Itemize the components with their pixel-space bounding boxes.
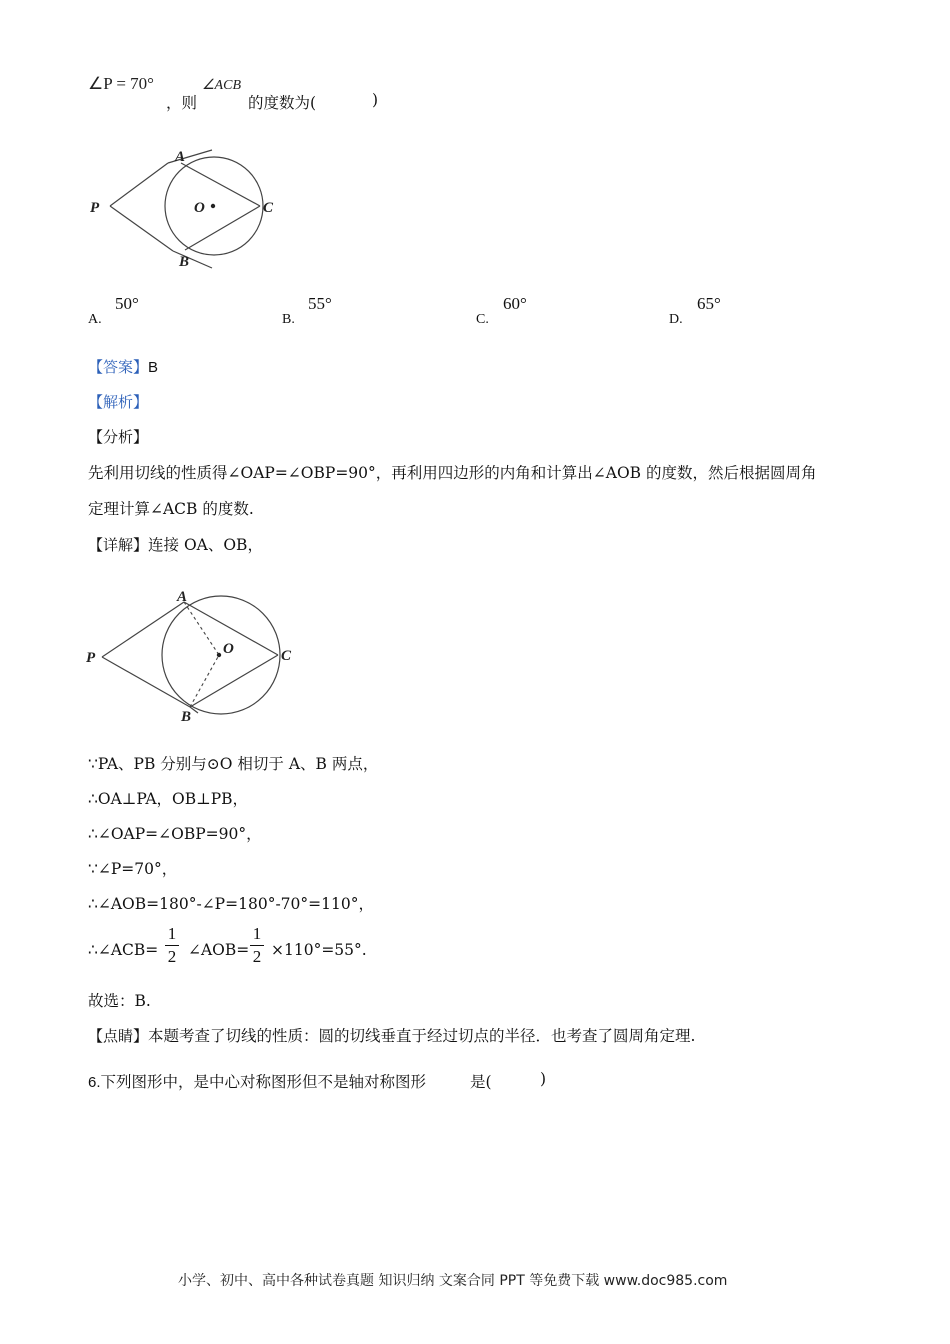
fraction-denominator: 2 xyxy=(252,947,262,966)
angle-acb-expression: ∠ACB xyxy=(202,78,241,93)
question-6-close-paren: ) xyxy=(540,1070,547,1088)
fraction-numerator: 1 xyxy=(252,924,262,943)
answer-tag: 【答案】 xyxy=(88,358,149,376)
dianjing-text: 本题考查了切线的性质：圆的切线垂直于经过切点的半径．也考查了圆周角定理. xyxy=(148,1027,696,1045)
fraction-half-2 xyxy=(250,924,264,967)
fraction-half-1 xyxy=(165,924,179,967)
page-footer: 小学、初中、高中各种试卷真题 知识归纳 文案合同 PPT 等免费下载 www.doc985.com xyxy=(178,1273,728,1289)
fraction-numerator: 1 xyxy=(167,924,177,943)
analysis-tag: 【解析】 xyxy=(88,393,149,411)
step-6-part-b: ∠AOB= xyxy=(188,941,250,959)
label-p: P xyxy=(90,200,100,216)
dianjing-line xyxy=(88,1024,695,1046)
fenxi-tag: 【分析】 xyxy=(88,428,149,446)
option-d-value: 65° xyxy=(697,294,721,313)
answer-line xyxy=(88,356,158,377)
detail-tag: 【详解】 xyxy=(88,536,149,554)
label-p-2: P xyxy=(86,650,96,666)
label-b: B xyxy=(179,254,190,270)
step-2: ∴OA⊥PA，OB⊥PB， xyxy=(88,790,249,808)
option-b-letter: B. xyxy=(282,312,295,327)
step-6-part-a: ∴∠ACB= xyxy=(88,941,159,959)
fenxi-line-2: 定理计算∠ACB 的度数. xyxy=(88,500,254,518)
option-a-value: 50° xyxy=(115,294,139,313)
stem-tail: 的度数为( xyxy=(248,94,317,112)
label-o: O xyxy=(194,200,205,216)
question-6-text: 下列图形中，是中心对称图形但不是轴对称图形 xyxy=(100,1073,427,1091)
label-a: A xyxy=(175,149,186,165)
fraction-denominator: 2 xyxy=(167,947,177,966)
tangent-circle-figure-1 xyxy=(80,140,300,275)
label-o-2: O xyxy=(223,641,234,657)
label-a-2: A xyxy=(177,589,188,605)
option-d-letter: D. xyxy=(669,312,683,327)
question-6-tail: 是( xyxy=(470,1073,492,1091)
dianjing-tag: 【点睛】 xyxy=(88,1027,149,1045)
angle-p-expression: ∠P = 70° xyxy=(88,74,154,93)
label-c-2: C xyxy=(281,648,292,664)
choose-line: 故选：B. xyxy=(88,992,151,1010)
tangent-circle-figure-2 xyxy=(80,585,305,725)
question-6 xyxy=(88,1070,426,1092)
option-c-value: 60° xyxy=(503,294,527,313)
detail-text: 连接 OA、OB， xyxy=(148,536,263,554)
question-6-number: 6. xyxy=(88,1074,101,1091)
option-a-letter: A. xyxy=(88,312,102,327)
option-c-letter: C. xyxy=(476,312,489,327)
option-b-value: 55° xyxy=(308,294,332,313)
label-b-2: B xyxy=(181,709,192,725)
answer-value: B xyxy=(148,359,159,376)
step-3: ∴∠OAP=∠OBP=90°， xyxy=(88,825,262,843)
label-c: C xyxy=(263,200,274,216)
step-1: ∵PA、PB 分别与⊙O 相切于 A、B 两点， xyxy=(88,755,379,773)
detail-line xyxy=(88,533,263,555)
step-5: ∴∠AOB=180°-∠P=180°-70°=110°， xyxy=(88,895,374,913)
step-6-part-c: ×110°=55°. xyxy=(271,941,367,959)
fenxi-line-1: 先利用切线的性质得∠OAP=∠OBP=90°，再利用四边形的内角和计算出∠AOB 的度数，然后根据圆周角 xyxy=(88,464,817,482)
step-4: ∵∠P=70°， xyxy=(88,860,178,878)
stem-connector: ，则 xyxy=(166,94,198,112)
stem-close-paren: ) xyxy=(372,91,379,109)
